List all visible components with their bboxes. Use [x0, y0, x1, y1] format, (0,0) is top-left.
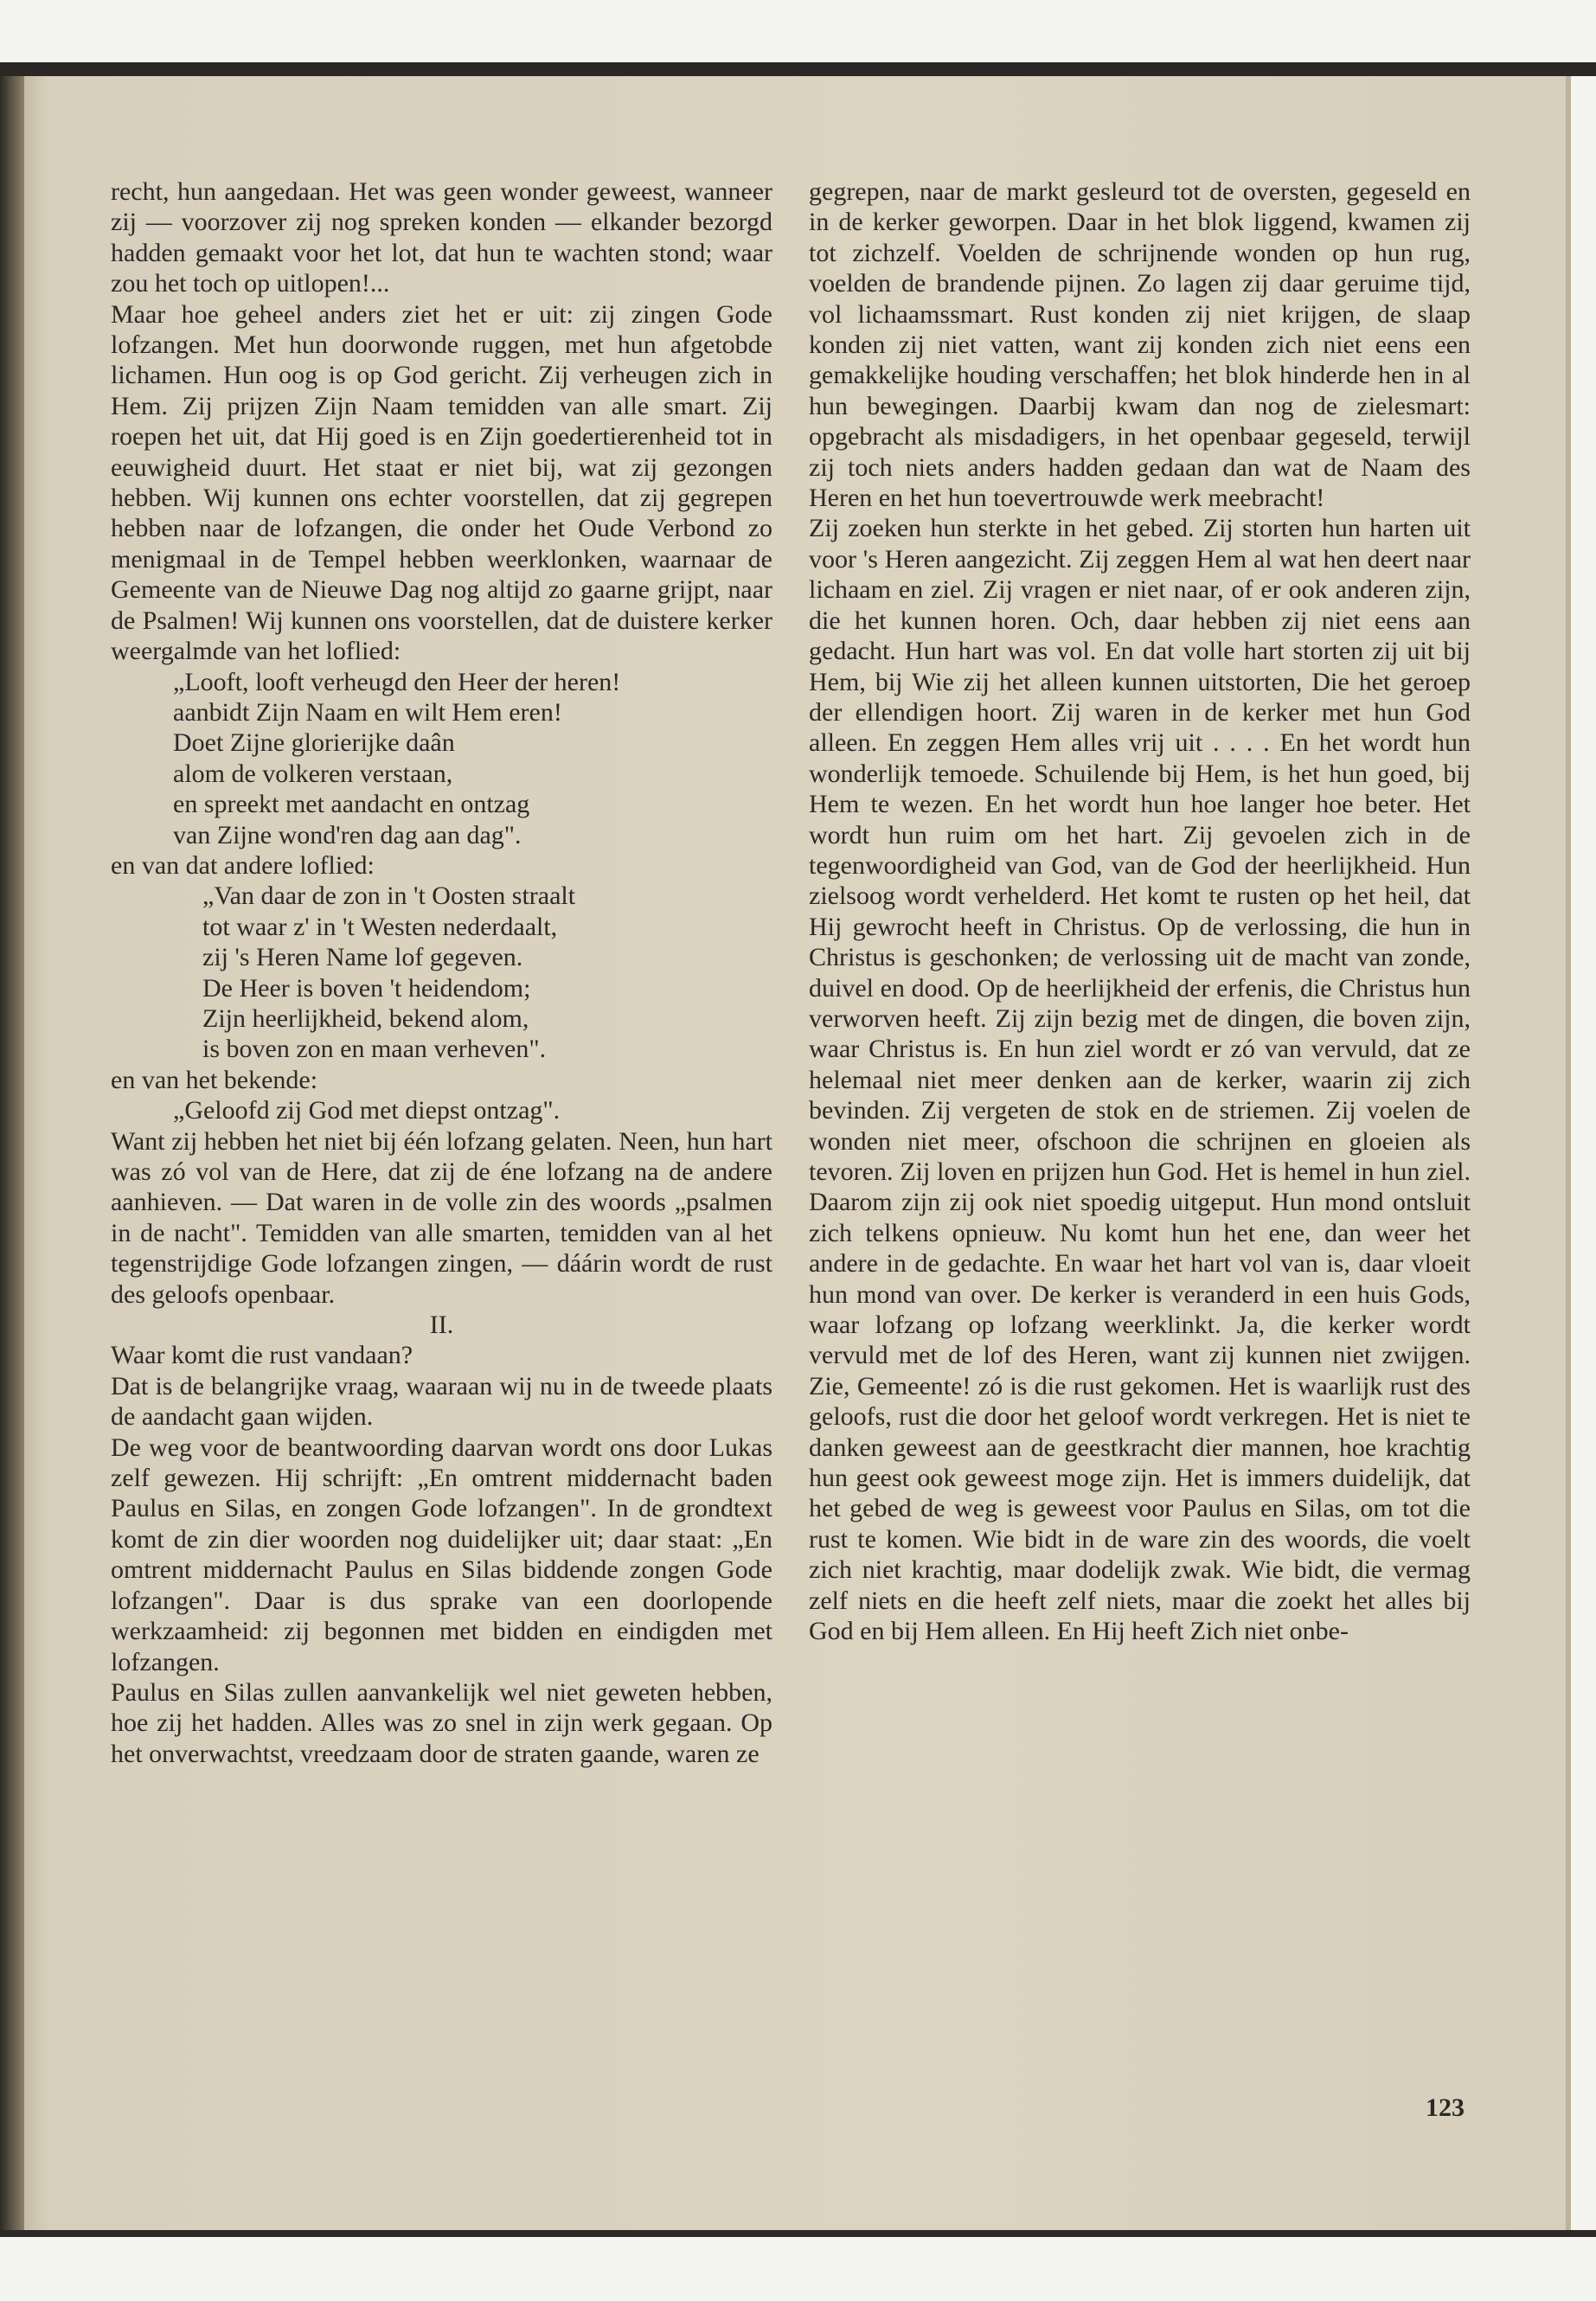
verse-line: van Zijne wond'ren dag aan dag".: [173, 820, 522, 849]
left-paragraph-7: Paulus en Silas zullen aanvankelijk wel niet geweten hebben, hoe zij het hadden. Alles was zo snel in zijn werk gegaan. Op het onverwachtst, vreedzaam door de straten gaande, waren ze: [111, 1677, 772, 1768]
verse-intro-2: en van dat andere loflied:: [111, 850, 375, 880]
psalm-verse-3: [111, 1095, 772, 1125]
verse-intro-3: en van het bekende:: [111, 1065, 318, 1094]
left-paragraph-2: Maar hoe geheel anders ziet het er uit: zij zingen Gode lofzangen. Met hun doorwonde ruggen, met hun afgetobde lichamen. Hun oog is op God gericht. Zij verheugen zich in Hem. Zij prijzen Zijn Naam temidden van alle smart. Zij roepen het uit, dat Hij goed is en Zijn goedertierenheid tot in eeuwigheid duurt. Het staat er niet bij, wat zij gezongen hebben. Wij kunnen ons echter voorstellen, dat zij gegrepen hebben naar de lofzangen, die onder het Oude Verbond zo menigmaal in de Tempel hebben weerklonken, waarnaar de Gemeente van de Nieuwe Dag nog altijd zo gaarne grijpt, naar de Psalmen! Wij kunnen ons voorstellen, dat de duistere kerker weergalmde van het loflied:: [111, 299, 772, 666]
verse-line: tot waar z' in 't Westen nederdaalt,: [202, 912, 558, 941]
verse-line: en spreekt met aandacht en ontzag: [173, 790, 530, 819]
left-paragraph-4: Waar komt die rust vandaan?: [111, 1341, 413, 1370]
verse-line: zij 's Heren Name lof gegeven.: [202, 943, 523, 972]
verse-line: alom de volkeren verstaan,: [173, 759, 453, 788]
psalm-verse-1: [111, 667, 772, 850]
left-paragraph-1: recht, hun aangedaan. Het was geen wonder geweest, wanneer zij — voorzover zij nog spreken konden — elkander bezorgd hadden gemaakt voor het lot, dat hun te wachten stond; waar zou het toch op uitlopen!...: [111, 177, 772, 298]
left-paragraph-5: Dat is de belangrijke vraag, waaraan wij nu in de tweede plaats de aandacht gaan wijden.: [111, 1371, 772, 1432]
verse-line: De Heer is boven 't heidendom;: [202, 973, 531, 1003]
left-paragraph-3: Want zij hebben het niet bij één lofzang gelaten. Neen, hun hart was zó vol van de Here, dat zij de éne lofzang na de andere aanhieven. — Dat waren in de volle zin des woords „psalmen in de nacht". Temidden van alle smarten, temidden van al het tegenstrijdige Gode lofzangen zingen, — dáárin wordt de rust des geloofs openbaar.: [111, 1126, 772, 1309]
bottom-dark-edge: [0, 2230, 1596, 2237]
psalm-verse-2: [111, 881, 772, 1064]
right-column: [809, 176, 1471, 1647]
verse-line: aanbidt Zijn Naam en wilt Hem eren!: [173, 697, 562, 727]
left-paragraph-6: De weg voor de beantwoording daarvan wordt ons door Lukas zelf gewezen. Hij schrijft: „En omtrent middernacht baden Paulus en Silas, en zongen Gode lofzangen". In de grondtext komt de zin dier woorden nog duidelijker uit; daar staat: „En omtrent middernacht Paulus en Silas biddende zongen Gode lofzangen". Daar is dus sprake van een doorlopende werkzaamheid: zij begonnen met bidden en eindigden met lofzangen.: [111, 1433, 772, 1676]
page-number: 123: [1426, 2093, 1465, 2122]
top-dark-edge: [0, 62, 1596, 76]
verse-line: Doet Zijne glorierijke daân: [173, 728, 455, 758]
right-paragraph-2: Zij zoeken hun sterkte in het gebed. Zij storten hun harten uit voor 's Heren aangezicht. Zij zeggen Hem al wat hen deert naar lichaam en ziel. Zij vragen er niet naar, of er ook anderen zijn, die het kunnen horen. Och, daar hebben zij niet eens aan gedacht. Hun hart was vol. En dat volle hart storten zij uit bij Hem, bij Wie zij het alleen kunnen uitstorten, Die het geroep der ellendigen hoort. Zij waren in de kerker met hun God alleen. En zeggen Hem alles vrij uit . . . . En het wordt hun wonderlijk temoede. Schuilende bij Hem, is het hun goed, bij Hem te wezen. En het wordt hun hoe langer hoe beter. Het wordt hun ruim om het hart. Zij gevoelen zich in de tegenwoordigheid van God, van de God der heerlijkheid. Hun zielsoog wordt verhelderd. Het komt te rusten op het heil, dat Hij gewrocht heeft in Christus. Op de verlossing, die hun in Christus is geschonken; de verlossing uit de macht van zonde, duivel en dood. Op de heerlijkheid der erfenis, die Christus hun verworven heeft. Zij zijn bezig met de dingen, die boven zijn, waar Christus is. En hun ziel wordt er zó van vervuld, dat ze helemaal niet meer denken aan de kerker, waarin zij zich bevinden. Zij vergeten de stok en de striemen. Zij voelen de wonden niet meer, ofschoon die schrijnen en gloeien als tevoren. Zij loven en prijzen hun God. Het is hemel in hun ziel. Daarom zijn zij ook niet spoedig uitgeput. Hun mond ontsluit zich telkens opnieuw. Nu komt hun het ene, dan weer het andere in de gedachte. En waar het hart vol van is, daar vloeit hun mond van over. De kerker is veranderd in een huis Gods, waar lofzang op lofzang weerklinkt. Ja, die kerker wordt vervuld met de lof des Heren, want zij kunnen niet zwijgen. Zie, Gemeente! zó is die rust gekomen. Het is waarlijk rust des geloofs, rust die door het geloof wordt verkregen. Het is niet te danken geweest aan de geestkracht dier mannen, hoe krachtig hun geest ook geweest moge zijn. Het is immers duidelijk, dat het gebed de weg is geweest voor Paulus en Silas, om tot die rust te komen. Wie bidt in de ware zin des woords, die voelt zich niet krachtig, maar dodelijk zwak. Wie bidt, die vermag zelf niets en die heeft zelf niets, maar die zoekt het alles bij God en bij Hem alleen. En Hij heeft Zich niet onbe-: [809, 514, 1471, 1646]
left-column: [111, 176, 772, 1769]
verse-line: Zijn heerlijkheid, bekend alom,: [202, 1003, 529, 1033]
verse-line: „Looft, looft verheugd den Heer der heren!: [173, 667, 621, 696]
verse-line: „Geloofd zij God met diepst ontzag".: [173, 1096, 561, 1125]
verse-line: „Van daar de zon in 't Oosten straalt: [202, 881, 576, 911]
section-heading: II.: [429, 1311, 454, 1340]
verse-line: is boven zon en maan verheven".: [202, 1035, 547, 1064]
right-paragraph-1: gegrepen, naar de markt gesleurd tot de oversten, gegeseld en in de kerker geworpen. Daar in het blok liggend, kwamen zij tot zichzelf. Voelden de schrijnende wonden op hun rug, voelden de brandende pijnen. Zo lagen zij daar geruime tijd, vol lichaamssmart. Rust konden zij niet krijgen, de slaap konden zij niet vatten, want zij konden zich niet eens een gemakkelijke houding verschaffen; het blok hinderde hen in al hun bewegingen. Daarbij kwam dan nog de zielesmart: opgebracht als misdadigers, in het openbaar gegeseld, terwijl zij toch niets anders hadden gedaan dan wat de Naam des Heren en het hun toevertrouwde werk meebracht!: [809, 177, 1471, 513]
book-spine-shadow: [0, 76, 24, 2230]
